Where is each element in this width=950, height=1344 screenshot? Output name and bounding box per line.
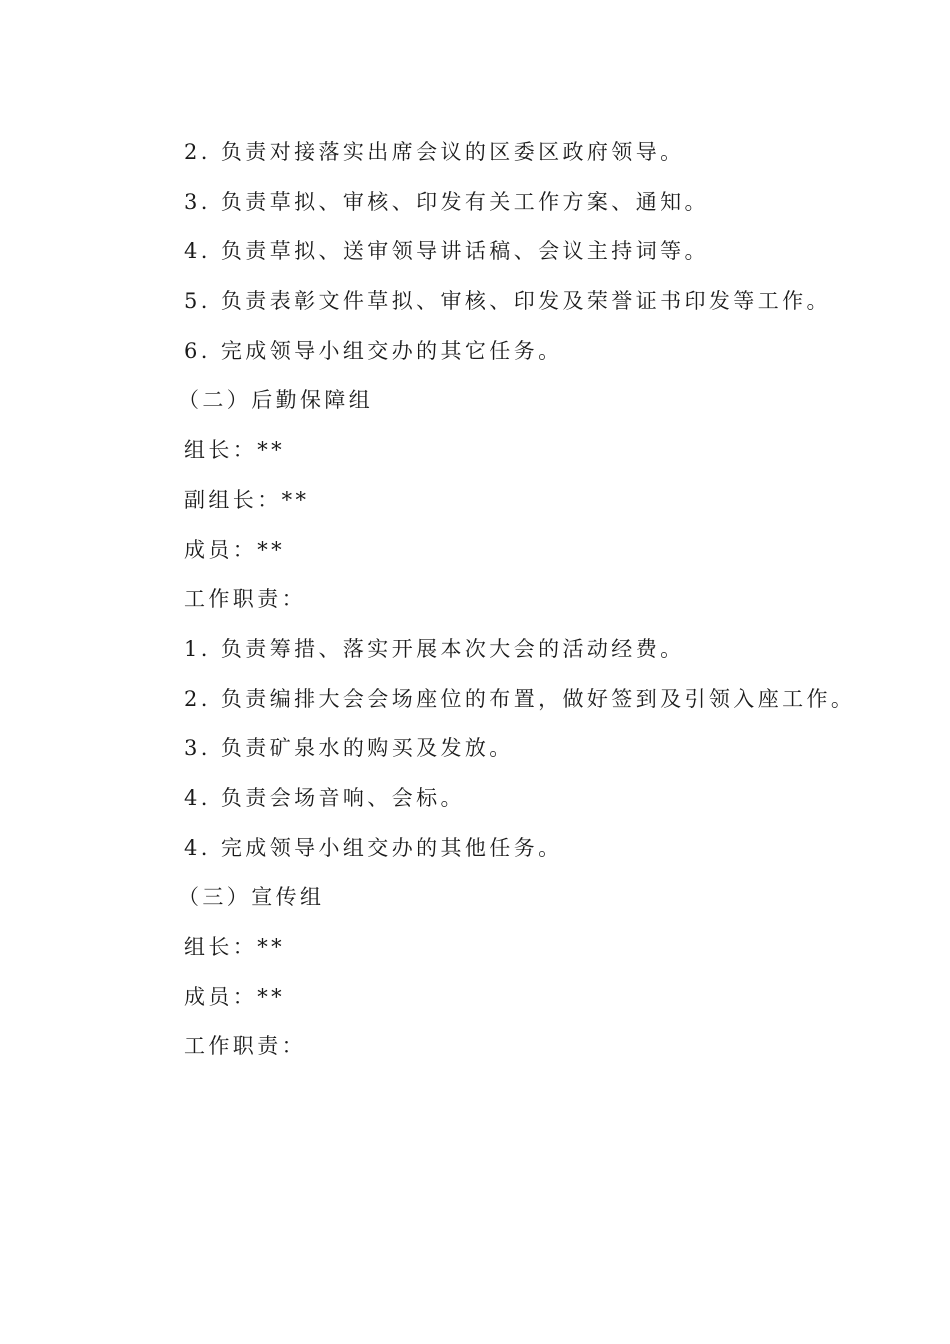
section-heading: （三）宣传组 bbox=[178, 885, 325, 910]
group-members: 成员：** bbox=[184, 537, 285, 562]
list-item: 4. 完成领导小组交办的其他任务。 bbox=[184, 835, 563, 860]
document-body bbox=[178, 134, 904, 1078]
list-item: 2. 负责对接落实出席会议的区委区政府领导。 bbox=[184, 140, 685, 164]
list-item: 3. 负责矿泉水的购买及发放。 bbox=[184, 736, 514, 761]
list-item: 4. 负责会场音响、会标。 bbox=[184, 785, 465, 810]
duties-label: 工作职责： bbox=[184, 587, 306, 612]
list-item: 1. 负责筹措、落实开展本次大会的活动经费。 bbox=[184, 636, 685, 661]
group-leader: 组长：** bbox=[184, 935, 285, 959]
duties-label: 工作职责： bbox=[184, 1034, 306, 1059]
section-heading: （二）后勤保障组 bbox=[178, 388, 374, 413]
list-item: 3. 负责草拟、审核、印发有关工作方案、通知。 bbox=[184, 189, 709, 214]
deputy-group-leader: 副组长：** bbox=[184, 487, 310, 512]
list-item: 2. 负责编排大会会场座位的布置，做好签到及引领入座工作。 bbox=[184, 686, 856, 711]
list-item: 6. 完成领导小组交办的其它任务。 bbox=[184, 338, 563, 363]
group-members: 成员：** bbox=[184, 984, 285, 1009]
group-leader: 组长：** bbox=[184, 438, 285, 463]
list-item: 5. 负责表彰文件草拟、审核、印发及荣誉证书印发等工作。 bbox=[184, 289, 831, 314]
list-item: 4. 负责草拟、送审领导讲话稿、会议主持词等。 bbox=[184, 239, 709, 264]
